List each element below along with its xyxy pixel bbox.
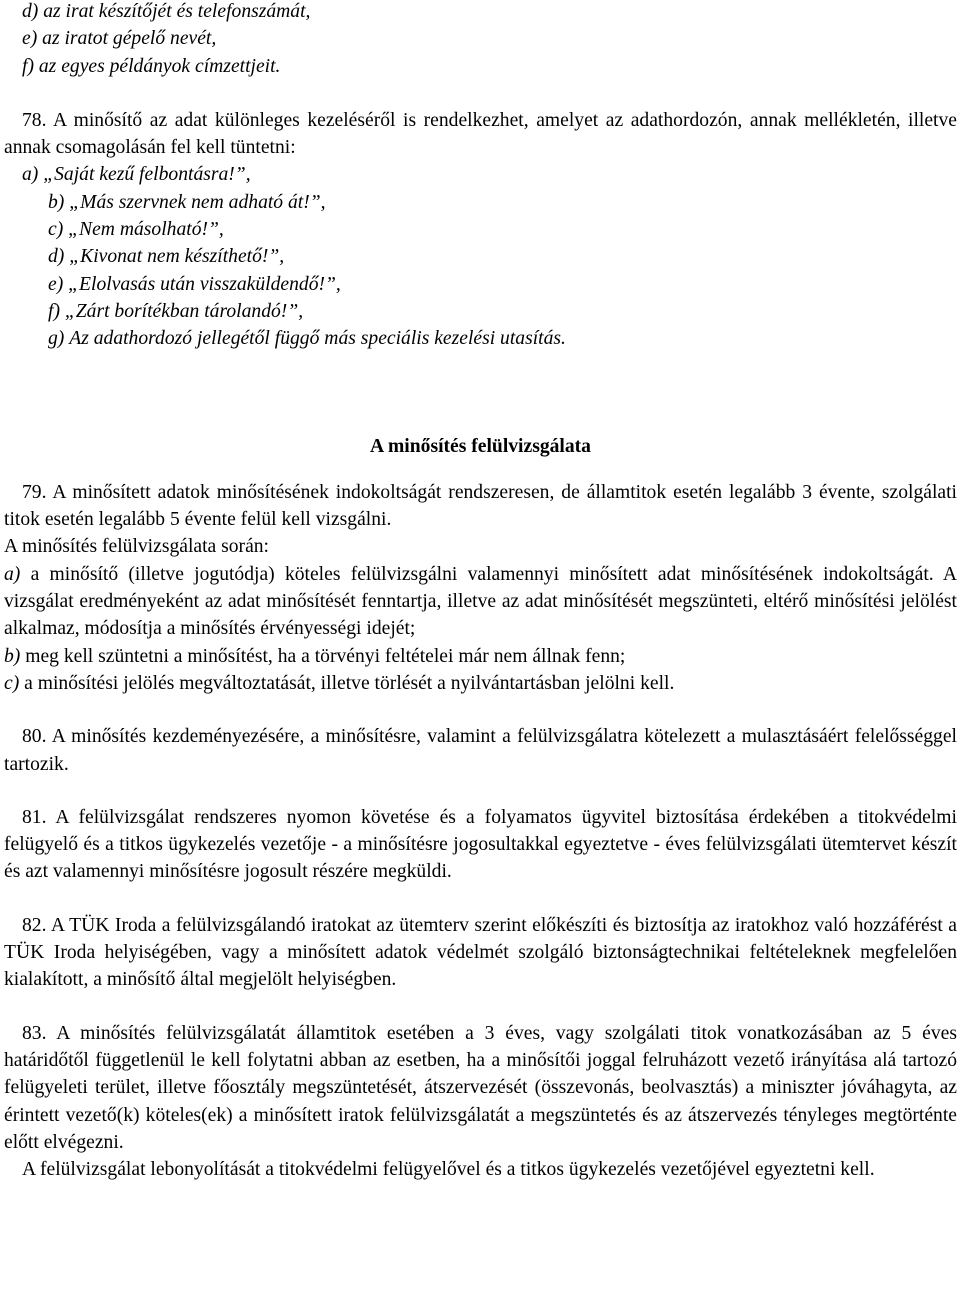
- list-item: [4, 643, 957, 670]
- list-marker: d): [22, 1, 39, 22]
- list-text: a minősítő (illetve jogutódja) köteles felülvizsgálni valamennyi minősített adat minősítésének indokoltságát. A vizsgálat eredményeként az adat minősítését fenntartja, illetve az adat minősítését megszünteti, eltérő minősítési jelölést alkalmaz, módosítja a minősítés érvényességi idejét;: [4, 563, 957, 640]
- list-marker: b): [48, 191, 65, 213]
- list-text: Az adathordozó jellegétől függő más speciális kezelési utasítás.: [69, 328, 566, 350]
- list-item: [4, 0, 957, 25]
- list-item: [4, 243, 957, 270]
- paragraph-83: 83. A minősítés felülvizsgálatát államtitok esetében a 3 éves, vagy szolgálati titok vonatkozásában az 5 éves határidőtől függetlenül le kell folytatni abban az esetben, ha a minősítői joggal felruházott vezető irányítása alá tartozó felügyeleti terület, illetve főosztály megszüntetését, átszervezését (összevonás, beolvasztás) a miniszter jóváhagyta, az érintett vezető(k) köteles(ek) a minősített iratok felülvizsgálatát a megszüntetés és az átszervezés tényleges megtörténte előtt elvégezni.: [4, 1022, 957, 1153]
- list-marker: f): [22, 55, 34, 77]
- list-text: „Nem másolható!”,: [68, 219, 224, 241]
- list-marker: e): [22, 28, 38, 50]
- list-text: a minősítési jelölés megváltoztatását, illetve törlését a nyilvántartásban jelölni kell.: [24, 672, 675, 694]
- top-list: [4, 0, 957, 80]
- list-text: „Kivonat nem készíthető!”,: [69, 246, 285, 268]
- list-item: [4, 53, 957, 80]
- paragraph-79-intro: A minősítés felülvizsgálata során:: [4, 536, 270, 558]
- list-item: [4, 25, 957, 52]
- paragraph-81: 81. A felülvizsgálat rendszeres nyomon követése és a folyamatos ügyvitel biztosítása érdekében a titokvédelmi felügyelő és a titkos ügykezelés vezetője - a minősítésre jogosultakkal egyeztetve - éves felülvizsgálati ütemtervet készít és azt valamennyi minősítésre jogosult részére megküldi.: [4, 806, 957, 883]
- list-marker: b): [4, 645, 21, 667]
- list-text: „Elolvasás után visszaküldendő!”,: [68, 273, 341, 295]
- list-78: [4, 161, 957, 352]
- list-item: [4, 161, 957, 188]
- list-marker: a): [4, 563, 21, 585]
- list-text: „Más szervnek nem adható át!”,: [69, 191, 326, 213]
- list-text: „Zárt borítékban tárolandó!”,: [64, 300, 304, 322]
- paragraph-83-extra: A felülvizsgálat lebonyolítását a titokvédelmi felügyelővel és a titkos ügykezelés vezetőjével egyeztetni kell.: [22, 1159, 875, 1181]
- list-item: [4, 216, 957, 243]
- list-marker: c): [48, 219, 64, 241]
- list-marker: f): [48, 300, 60, 322]
- list-marker: e): [48, 273, 64, 295]
- list-marker: c): [4, 672, 20, 694]
- spacer: [4, 778, 957, 804]
- paragraph-78: 78. A minősítő az adat különleges kezeléséről is rendelkezhet, amelyet az adathordozón, annak mellékletén, illetve annak csomagolásán fel kell tüntetni:: [4, 109, 957, 159]
- list-text: az irat készítőjét és telefonszámát,: [43, 1, 311, 22]
- list-text: meg kell szüntetni a minősítést, ha a törvényi feltételei már nem állnak fenn;: [25, 645, 626, 667]
- paragraph-79: 79. A minősített adatok minősítésének indokoltságát rendszeresen, de államtitok esetén legalább 3 évente, szolgálati titok esetén legalább 5 évente felül kell vizsgálni.: [4, 481, 957, 531]
- spacer: [4, 886, 957, 912]
- paragraph-80: 80. A minősítés kezdeményezésére, a minősítésre, valamint a felülvizsgálatra kötelezett a mulasztásáért felelősséggel tartozik.: [4, 726, 957, 775]
- list-item: [4, 298, 957, 325]
- section-heading: A minősítés felülvizsgálata: [370, 435, 591, 457]
- list-item: [4, 325, 957, 352]
- list-item: [4, 561, 957, 643]
- spacer: [4, 697, 957, 723]
- list-item: [4, 189, 957, 216]
- list-item: [4, 271, 957, 298]
- list-text: az egyes példányok címzettjeit.: [38, 55, 281, 77]
- list-item: [4, 670, 957, 697]
- list-text: „Saját kezű felbontásra!”,: [43, 164, 251, 186]
- list-marker: g): [48, 328, 65, 350]
- list-text: az iratot gépelő nevét,: [42, 28, 217, 50]
- list-marker: d): [48, 246, 65, 268]
- list-marker: a): [22, 164, 39, 186]
- spacer: [4, 994, 957, 1020]
- paragraph-82: 82. A TÜK Iroda a felülvizsgálandó iratokat az ütemterv szerint előkészíti és biztosítja az iratokhoz való hozzáférést a TÜK Iroda helyiségében, vagy a minősített adatok védelmét szolgáló biztonságtechnikai feltételeknek megfelelően kialakított, a minősítő által megjelölt helyiségben.: [4, 914, 957, 991]
- spacer: [4, 80, 957, 107]
